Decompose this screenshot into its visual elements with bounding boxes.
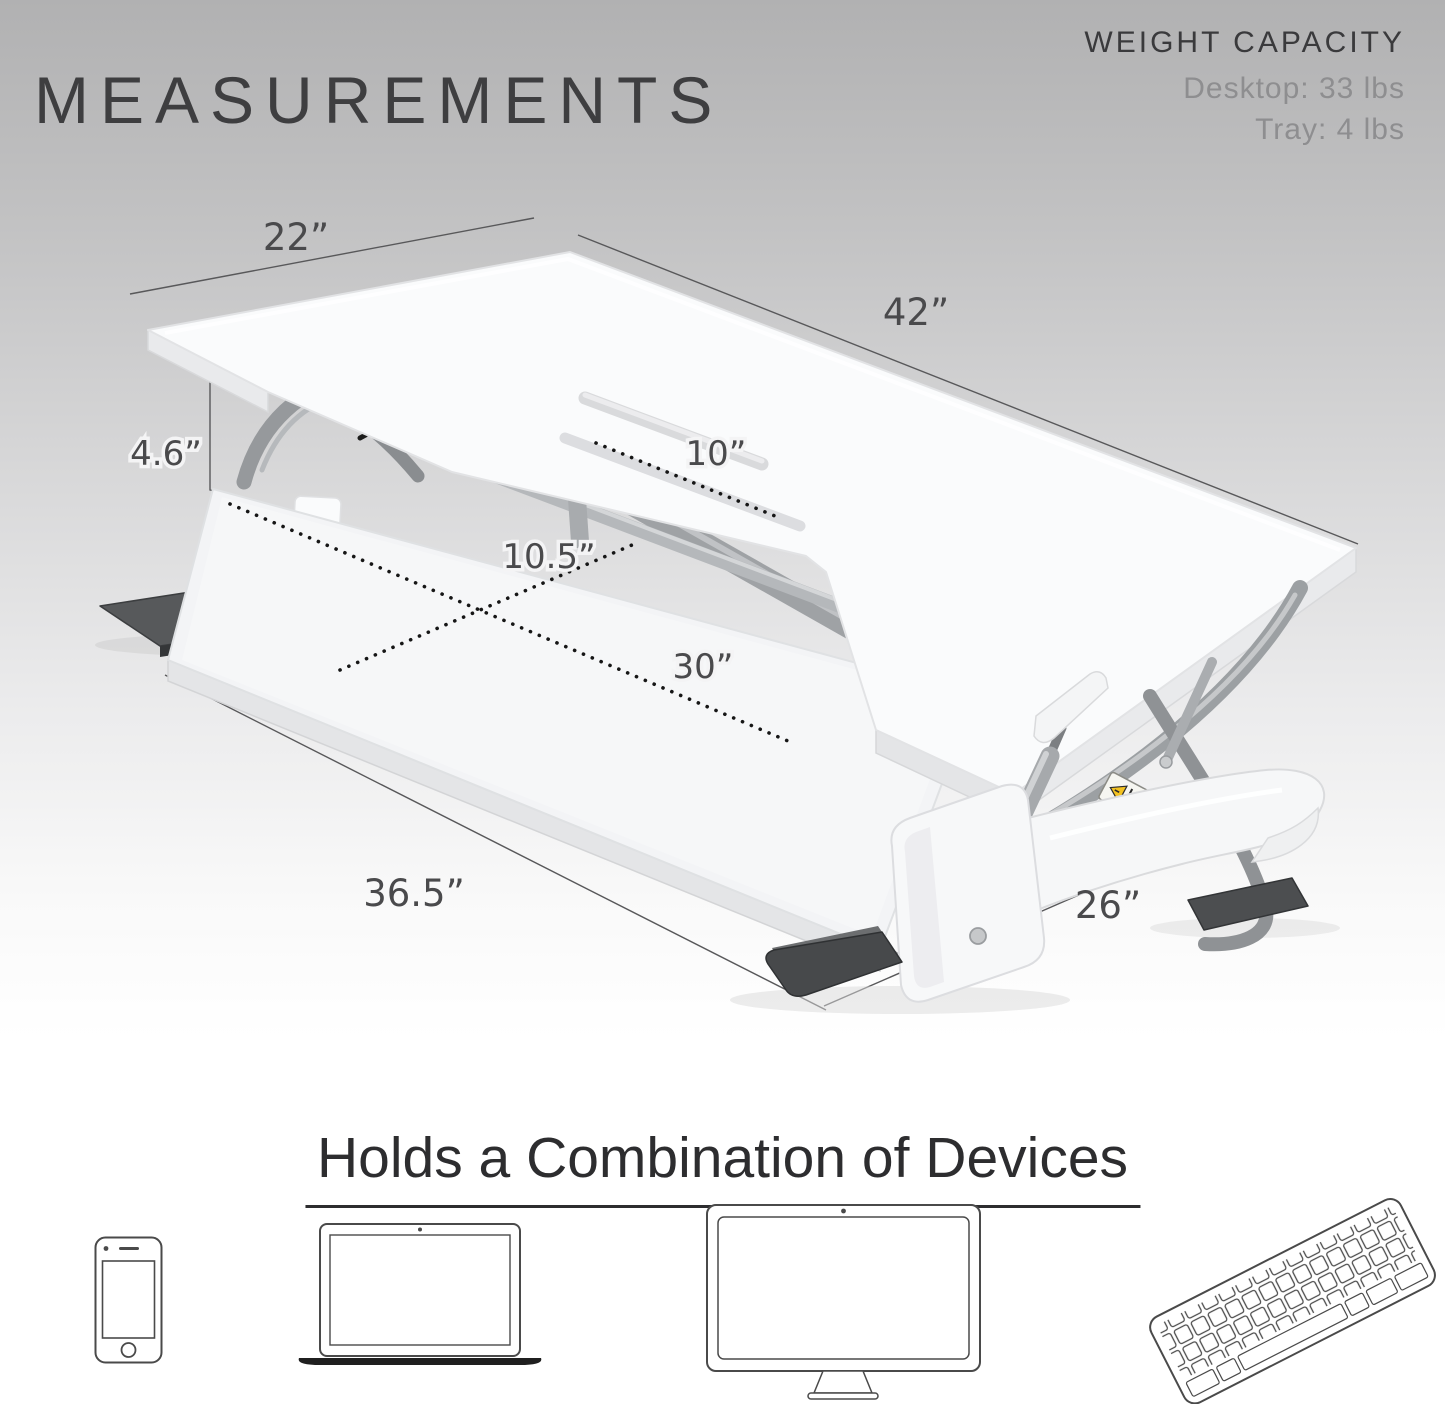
dim-tray-depth: 10.5” — [502, 537, 596, 577]
height-bracket — [210, 378, 228, 494]
dim-base-depth: 36.5” — [363, 872, 465, 915]
dim-riser-height: 4.6” — [130, 434, 202, 474]
screw — [970, 928, 986, 944]
weight-capacity-tray: Tray: 4 lbs — [1255, 113, 1405, 146]
page-title: MEASUREMENTS — [34, 63, 724, 138]
shadow-right — [730, 986, 1070, 1014]
dim-tray-width: 30” — [672, 647, 734, 687]
phone-speaker — [119, 1247, 139, 1250]
dim-base-width: 26” — [1074, 884, 1142, 927]
phone-camera-dot — [104, 1246, 109, 1251]
monitor-icon — [705, 1203, 983, 1403]
dim-slot-width: 10” — [685, 434, 747, 474]
laptop-icon — [296, 1222, 544, 1368]
devices-heading: Holds a Combination of Devices — [305, 1125, 1140, 1208]
weight-capacity-heading: WEIGHT CAPACITY — [1084, 26, 1405, 59]
dim-top-depth: 22” — [262, 216, 330, 259]
monitor-camera-dot — [841, 1209, 846, 1214]
keyboard-icon — [1118, 1158, 1445, 1404]
laptop-base — [299, 1358, 542, 1365]
dim-top-width: 42” — [882, 291, 950, 334]
smartphone-icon — [94, 1236, 163, 1364]
monitor-stand — [814, 1371, 872, 1393]
monitor-base — [808, 1393, 878, 1399]
laptop-camera-dot — [418, 1228, 422, 1232]
weight-capacity-desktop: Desktop: 33 lbs — [1183, 72, 1405, 105]
